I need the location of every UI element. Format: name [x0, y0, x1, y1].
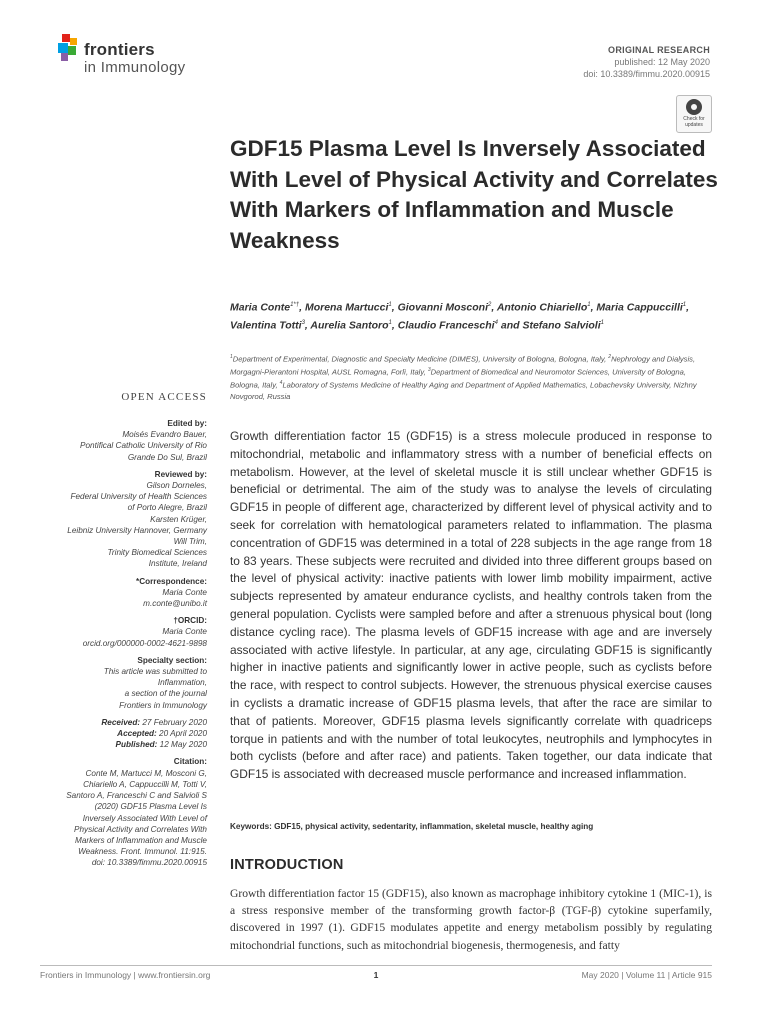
- footer-journal-link[interactable]: Frontiers in Immunology | www.frontiersin.org: [40, 970, 211, 980]
- affiliation-text: Nephrology and Dialysis, Morgagni-Pierantoni Hospital, AUSL Romagna, Forlì, Italy,: [230, 354, 696, 377]
- open-access-label: OPEN ACCESS: [121, 391, 207, 403]
- check-for-updates-button[interactable]: [676, 95, 712, 133]
- author-affiliation-mark: 1: [388, 320, 392, 326]
- author-affiliation-mark: 1: [682, 302, 687, 308]
- check-updates-label: Check for: [683, 116, 705, 122]
- author-affiliation-mark: 3: [301, 320, 305, 326]
- author-name[interactable]: Giovanni Mosconi: [397, 301, 489, 314]
- author-affiliation-mark: 4: [494, 320, 498, 326]
- frontiers-logo-icon: [56, 34, 80, 62]
- check-updates-icon: [686, 99, 702, 115]
- footer-divider: [40, 965, 712, 966]
- article-doi[interactable]: doi: 10.3389/fimmu.2020.00915: [583, 69, 710, 79]
- sidebar-heading: Specialty section:: [137, 655, 207, 665]
- page-number: 1: [373, 970, 379, 980]
- author-name[interactable]: Antonio Chiariello: [496, 301, 588, 314]
- published-date: published: 12 May 2020: [614, 57, 710, 67]
- citation-text: Conte M, Martucci M, Mosconi G, Chiariello A, Cappuccilli M, Totti V, Santoro A, Franceschi C and Salvioli S (2020) GDF15 Plasma Level Is Inversely Associated With Level of Physical Activity and Correlates With Markers of Inflammation and Muscle Weakness. Front. Immunol. 11:915. doi: 10.3389/fimmu.2020.00915: [66, 768, 207, 868]
- sidebar-heading: †ORCID:: [173, 616, 207, 626]
- affiliation-number: 3: [427, 367, 431, 374]
- author-separator: ,: [391, 301, 398, 314]
- author-affiliation-mark: 2: [488, 302, 492, 308]
- author-name[interactable]: Maria Cappuccilli: [596, 301, 683, 314]
- affiliations: [230, 352, 712, 403]
- author-affiliation-mark: 1: [600, 320, 604, 326]
- article-title: GDF15 Plasma Level Is Inversely Associated With Level of Physical Activity and Correlates With Markers of Inflammation and Muscle Weakness: [230, 136, 718, 253]
- author-name[interactable]: Valentina Totti: [230, 319, 302, 332]
- article-meta: [583, 44, 710, 80]
- author-affiliation-mark: 1: [587, 302, 591, 308]
- author-separator: ,: [391, 319, 398, 332]
- author-separator: ,: [304, 319, 311, 332]
- brand-name: frontiers: [84, 40, 155, 59]
- author-affiliation-mark: 1*†: [290, 302, 300, 308]
- sidebar-text: Maria Conte m.conte@unibo.it: [143, 587, 207, 609]
- sidebar-heading: Edited by:: [167, 419, 207, 428]
- journal-logo[interactable]: [56, 32, 216, 80]
- author-separator: ,: [491, 301, 497, 314]
- page-footer: [40, 970, 712, 984]
- date-label: Accepted:: [117, 729, 157, 739]
- sidebar-text: Maria Conte orcid.org/000000-0002-4621-9898: [82, 627, 207, 648]
- author-separator: and: [497, 319, 523, 332]
- affiliation-text: Laboratory of Systems Medicine of Healthy Aging and Department of Applied Mathematics, Lobachevsky University, Nizhny Novgorod, Russia: [230, 380, 697, 402]
- sidebar-heading-citation: Citation:: [173, 757, 207, 767]
- date-label: Received:: [101, 717, 141, 727]
- date-value: 27 February 2020: [142, 717, 207, 727]
- section-heading-introduction: INTRODUCTION: [230, 857, 344, 873]
- affiliation-number: 2: [608, 354, 612, 360]
- sidebar-heading: *Correspondence:: [136, 576, 207, 586]
- affiliation-text: Department of Biomedical and Neuromotor Sciences, University of Bologna, Bologna, Italy,: [230, 367, 686, 390]
- footer-issue-info: May 2020 | Volume 11 | Article 915: [581, 970, 712, 980]
- date-row: [40, 739, 207, 750]
- date-row: [40, 717, 207, 728]
- abstract: Growth differentiation factor 15 (GDF15) is a stress molecule produced in response to mitochondrial, metabolic and inflammatory stress with a number of beneficial effects on metabolism. However, at the level of skeletal muscle it is still unclear whether GDF15 is beneficial or detrimental. The aim of the study was to analyse the levels of circulating GDF15 in people of different age, characterized by different level of physical activity and to seek for correlation with hematological parameters related to inflammation. The plasma concentration of GDF15 was determined in a total of 228 subjects in the age range from 18 to 83 years. These subjects were recruited and divided into three different groups based on the level of physical activity: inactive patients with lower limb mobility impairment, active subjects represented by amateur endurance cyclists, and healthy controls taken from the general population. Cyclists were sampled before and after a strenuous physical bout (long distance cycling race). The plasma levels of GDF15 increase with age and are inversely associated with active lifestyle. In particular, at any age, circulating GDF15 is significantly higher in inactive patients and significantly lower in active people, such as cyclists before the race, with respect to control subjects. However, the strenuous physical exercise causes in cyclists a dramatic increase of GDF15 plasma levels, that after the race are similar to that of patients. Moreover, GDF15 plasma levels significantly correlate with quadriceps torque in patients and with the number of total leukocytes, neutrophils and lymphocytes in both cyclists (before and after race) and patients. Taken together, our data indicate that GDF15 is associated with decreased muscle performance and increased inflammation.: [230, 429, 712, 782]
- date-value: 20 April 2020: [159, 729, 207, 739]
- date-row: [40, 728, 207, 739]
- author-separator: ,: [590, 301, 597, 314]
- affiliation-number: 1: [230, 354, 233, 360]
- author-name[interactable]: Claudio Franceschi: [397, 319, 495, 332]
- sidebar-text: This article was submitted to Inflammation, a section of the journal Frontiers in Immunology: [103, 667, 207, 710]
- check-updates-label-2: updates: [685, 122, 703, 128]
- affiliation-number: 4: [279, 380, 283, 387]
- introduction-text: Growth differentiation factor 15 (GDF15), also known as macrophage inhibitory cytokine 1 (MIC-1), is a stress responsive member of the transforming growth factor-β (TGF-β) cytokine superfamily, discovered in 1997 (1). GDF15 modulates appetite and energy metabolism possibly by regulating mitochondrial functions, such as mitochondrial biogenesis, thermogenesis, and fatty: [230, 887, 712, 952]
- keywords: Keywords: GDF15, physical activity, sedentarity, inflammation, skeletal muscle, healthy aging: [230, 822, 594, 831]
- author-name[interactable]: Aurelia Santoro: [310, 319, 389, 332]
- article-sidebar: [40, 418, 207, 869]
- date-label: Published:: [115, 740, 158, 750]
- author-name[interactable]: Maria Conte: [230, 301, 291, 314]
- author-name[interactable]: Morena Martucci: [304, 301, 389, 314]
- author-separator: ,: [299, 301, 305, 314]
- author-name[interactable]: Stefano Salvioli: [522, 319, 601, 332]
- author-affiliation-mark: 1: [388, 302, 392, 308]
- sidebar-heading: Reviewed by:: [154, 469, 207, 479]
- article-dates: [40, 717, 207, 751]
- journal-name: in Immunology: [84, 59, 186, 76]
- sidebar-text: Moisés Evandro Bauer, Pontifical Catholic University of Rio Grande Do Sul, Brazil: [80, 430, 207, 462]
- sidebar-text: Gilson Dorneles, Federal University of Health Sciences of Porto Alegre, Brazil Karsten Krüger, Leibniz University Hannover, Germany Will Trim, Trinity Biomedical Sciences Institute, Ireland: [67, 481, 207, 569]
- date-value: 12 May 2020: [159, 740, 207, 750]
- article-type: ORIGINAL RESEARCH: [608, 45, 710, 55]
- author-separator: ,: [686, 301, 690, 314]
- affiliation-text: Department of Experimental, Diagnostic and Specialty Medicine (DIMES), University of Bologna, Bologna, Italy,: [232, 354, 609, 364]
- author-list: [230, 298, 710, 334]
